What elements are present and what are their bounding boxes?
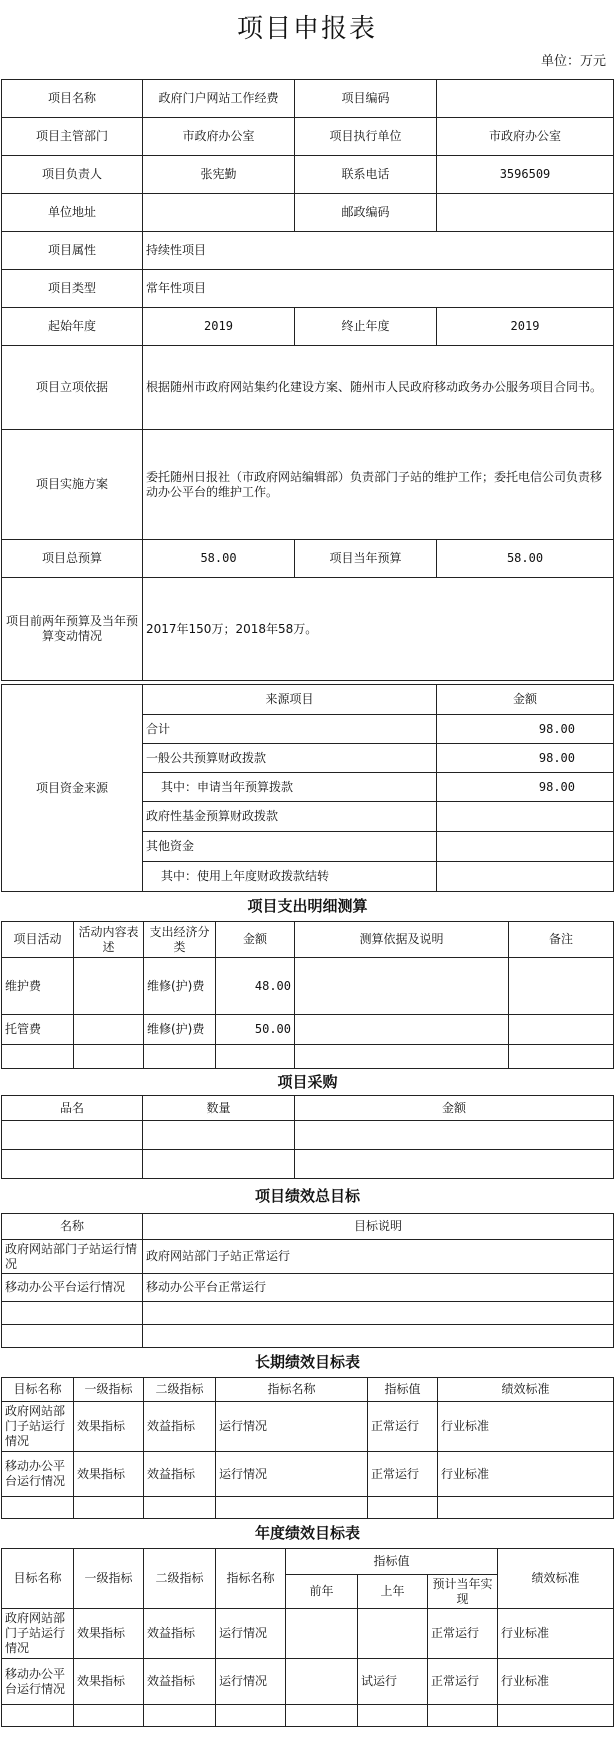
- long-term-l1: 效果指标: [74, 1402, 144, 1452]
- expense-category: 维修(护)费: [144, 1015, 216, 1045]
- funding-row-name: 一般公共预算财政拨款: [143, 744, 437, 773]
- table-row: [2, 1045, 614, 1069]
- prev-budget-value: 2017年150万；2018年58万。: [143, 578, 614, 681]
- basis-label: 项目立项依据: [2, 346, 143, 430]
- type-label: 项目类型: [2, 270, 143, 308]
- expense-basis: [295, 1015, 509, 1045]
- funding-col-amount: 金额: [437, 685, 614, 715]
- funding-row-amount: 98.00: [437, 715, 614, 744]
- funding-row-name: 其他资金: [143, 832, 437, 862]
- annual-y3: 正常运行: [428, 1659, 498, 1705]
- long-term-header: 指标值: [368, 1378, 438, 1402]
- funding-row-name: 其中：申请当年预算拨款: [143, 773, 437, 802]
- expense-activity: 维护费: [2, 958, 74, 1015]
- attr-label: 项目属性: [2, 232, 143, 270]
- table-row: [2, 1240, 614, 1274]
- long-term-value: 正常运行: [368, 1402, 438, 1452]
- end-label: 终止年度: [295, 308, 437, 346]
- funding-label: 项目资金来源: [2, 685, 143, 892]
- table-row: [2, 1497, 614, 1519]
- funding-row-amount: 98.00: [437, 773, 614, 802]
- expense-desc: [74, 1015, 144, 1045]
- perf-total-name: 移动办公平台运行情况: [2, 1274, 143, 1302]
- procurement-header: 品名: [2, 1096, 143, 1121]
- annual-header: 一级指标: [74, 1549, 144, 1609]
- annual-header: 二级指标: [144, 1549, 216, 1609]
- perf-total-header: 名称: [2, 1214, 143, 1240]
- table-row: [2, 1609, 614, 1659]
- annual-subheader: 预计当年实现: [428, 1575, 498, 1609]
- expense-header: 活动内容表述: [74, 922, 144, 958]
- funding-table: [1, 684, 614, 892]
- table-row: [2, 1325, 614, 1348]
- table-row: [2, 1015, 614, 1045]
- annual-section-title: 年度绩效目标表: [2, 1519, 614, 1549]
- total-budget-label: 项目总预算: [2, 540, 143, 578]
- annual-y2: [358, 1609, 428, 1659]
- annual-header: 绩效标准: [498, 1549, 614, 1609]
- perf-total-desc: 政府网站部门子站正常运行: [143, 1240, 614, 1274]
- long-term-l1: 效果指标: [74, 1452, 144, 1497]
- expense-desc: [74, 958, 144, 1015]
- table-row: [2, 1302, 614, 1325]
- perf-total-name: 政府网站部门子站运行情况: [2, 1240, 143, 1274]
- table-row: [2, 1402, 614, 1452]
- perf-total-header: 目标说明: [143, 1214, 614, 1240]
- perf-total-desc: 移动办公平台正常运行: [143, 1274, 614, 1302]
- perf-total-table: [1, 1178, 614, 1348]
- long-term-table: [1, 1347, 614, 1519]
- expense-category: 维修(护)费: [144, 958, 216, 1015]
- annual-standard: 行业标准: [498, 1659, 614, 1705]
- expense-header: 支出经济分类: [144, 922, 216, 958]
- long-term-header: 指标名称: [216, 1378, 368, 1402]
- table-row: [2, 1121, 614, 1150]
- annual-subheader: 前年: [286, 1575, 358, 1609]
- long-term-l2: 效益指标: [144, 1402, 216, 1452]
- expense-amount: 50.00: [216, 1015, 295, 1045]
- annual-y1: [286, 1609, 358, 1659]
- procurement-header: 数量: [143, 1096, 295, 1121]
- phone-label: 联系电话: [295, 156, 437, 194]
- expense-table: [1, 891, 614, 1069]
- funding-row-amount: 98.00: [437, 744, 614, 773]
- long-term-standard: 行业标准: [438, 1402, 614, 1452]
- long-term-target: 移动办公平台运行情况: [2, 1452, 74, 1497]
- table-row: [2, 1659, 614, 1705]
- annual-target: 移动办公平台运行情况: [2, 1659, 74, 1705]
- annual-header: 指标名称: [216, 1549, 286, 1609]
- zip-value: [437, 194, 614, 232]
- owner-value: 张宪勤: [143, 156, 295, 194]
- annual-l1: 效果指标: [74, 1659, 144, 1705]
- code-value: [437, 80, 614, 118]
- long-term-header: 一级指标: [74, 1378, 144, 1402]
- unit-label: 单位：万元: [540, 54, 606, 69]
- long-term-header: 绩效标准: [438, 1378, 614, 1402]
- long-term-section-title: 长期绩效目标表: [2, 1348, 614, 1378]
- long-term-index: 运行情况: [216, 1452, 368, 1497]
- annual-l1: 效果指标: [74, 1609, 144, 1659]
- table-row: [2, 1150, 614, 1179]
- annual-subheader: 上年: [358, 1575, 428, 1609]
- annual-target: 政府网站部门子站运行情况: [2, 1609, 74, 1659]
- name-label: 项目名称: [2, 80, 143, 118]
- annual-header: 目标名称: [2, 1549, 74, 1609]
- funding-row-amount: [437, 862, 614, 892]
- long-term-index: 运行情况: [216, 1402, 368, 1452]
- phone-value: 3596509: [437, 156, 614, 194]
- annual-index: 运行情况: [216, 1659, 286, 1705]
- long-term-value: 正常运行: [368, 1452, 438, 1497]
- expense-note: [509, 1015, 614, 1045]
- table-row: [2, 1452, 614, 1497]
- long-term-target: 政府网站部门子站运行情况: [2, 1402, 74, 1452]
- annual-standard: 行业标准: [498, 1609, 614, 1659]
- expense-note: [509, 958, 614, 1015]
- annual-header: 指标值: [286, 1549, 498, 1575]
- expense-section-title: 项目支出明细测算: [2, 892, 614, 922]
- expense-amount: 48.00: [216, 958, 295, 1015]
- annual-y3: 正常运行: [428, 1609, 498, 1659]
- expense-basis: [295, 958, 509, 1015]
- expense-header: 项目活动: [2, 922, 74, 958]
- type-value: 常年性项目: [143, 270, 614, 308]
- funding-row-name: 政府性基金预算财政拨款: [143, 802, 437, 832]
- procurement-section-title: 项目采购: [2, 1069, 614, 1096]
- expense-activity: 托管费: [2, 1015, 74, 1045]
- owner-label: 项目负责人: [2, 156, 143, 194]
- funding-row-name: 其中：使用上年度财政拨款结转: [143, 862, 437, 892]
- table-row: [2, 958, 614, 1015]
- plan-value: 委托随州日报社（市政府网站编辑部）负责部门子站的维护工作；委托电信公司负责移动办公平台的维护工作。: [143, 430, 614, 540]
- end-value: 2019: [437, 308, 614, 346]
- prev-budget-label: 项目前两年预算及当年预算变动情况: [2, 578, 143, 681]
- procurement-header: 金额: [295, 1096, 614, 1121]
- funding-row-name: 合计: [143, 715, 437, 744]
- annual-l2: 效益指标: [144, 1609, 216, 1659]
- long-term-l2: 效益指标: [144, 1452, 216, 1497]
- total-budget-value: 58.00: [143, 540, 295, 578]
- exec-label: 项目执行单位: [295, 118, 437, 156]
- funding-row-amount: [437, 802, 614, 832]
- dept-label: 项目主管部门: [2, 118, 143, 156]
- exec-value: 市政府办公室: [437, 118, 614, 156]
- long-term-header: 二级指标: [144, 1378, 216, 1402]
- year-budget-label: 项目当年预算: [295, 540, 437, 578]
- zip-label: 邮政编码: [295, 194, 437, 232]
- annual-table: [1, 1518, 614, 1727]
- table-row: [2, 1705, 614, 1727]
- start-label: 起始年度: [2, 308, 143, 346]
- expense-header: 测算依据及说明: [295, 922, 509, 958]
- attr-value: 持续性项目: [143, 232, 614, 270]
- code-label: 项目编码: [295, 80, 437, 118]
- long-term-header: 目标名称: [2, 1378, 74, 1402]
- long-term-standard: 行业标准: [438, 1452, 614, 1497]
- funding-row-amount: [437, 832, 614, 862]
- page-title: 项目申报表: [236, 14, 377, 44]
- annual-y2: 试运行: [358, 1659, 428, 1705]
- perf-total-section-title: 项目绩效总目标: [2, 1179, 614, 1214]
- basic-info-table: [1, 79, 614, 681]
- funding-col-source: 来源项目: [143, 685, 437, 715]
- annual-y1: [286, 1659, 358, 1705]
- annual-l2: 效益指标: [144, 1659, 216, 1705]
- name-value: 政府门户网站工作经费: [143, 80, 295, 118]
- expense-header: 金额: [216, 922, 295, 958]
- basis-value: 根据随州市政府网站集约化建设方案、随州市人民政府移动政务办公服务项目合同书。: [143, 346, 614, 430]
- procurement-table: [1, 1068, 614, 1179]
- year-budget-value: 58.00: [437, 540, 614, 578]
- expense-header: 备注: [509, 922, 614, 958]
- table-row: [2, 1274, 614, 1302]
- addr-value: [143, 194, 295, 232]
- dept-value: 市政府办公室: [143, 118, 295, 156]
- start-value: 2019: [143, 308, 295, 346]
- addr-label: 单位地址: [2, 194, 143, 232]
- annual-index: 运行情况: [216, 1609, 286, 1659]
- plan-label: 项目实施方案: [2, 430, 143, 540]
